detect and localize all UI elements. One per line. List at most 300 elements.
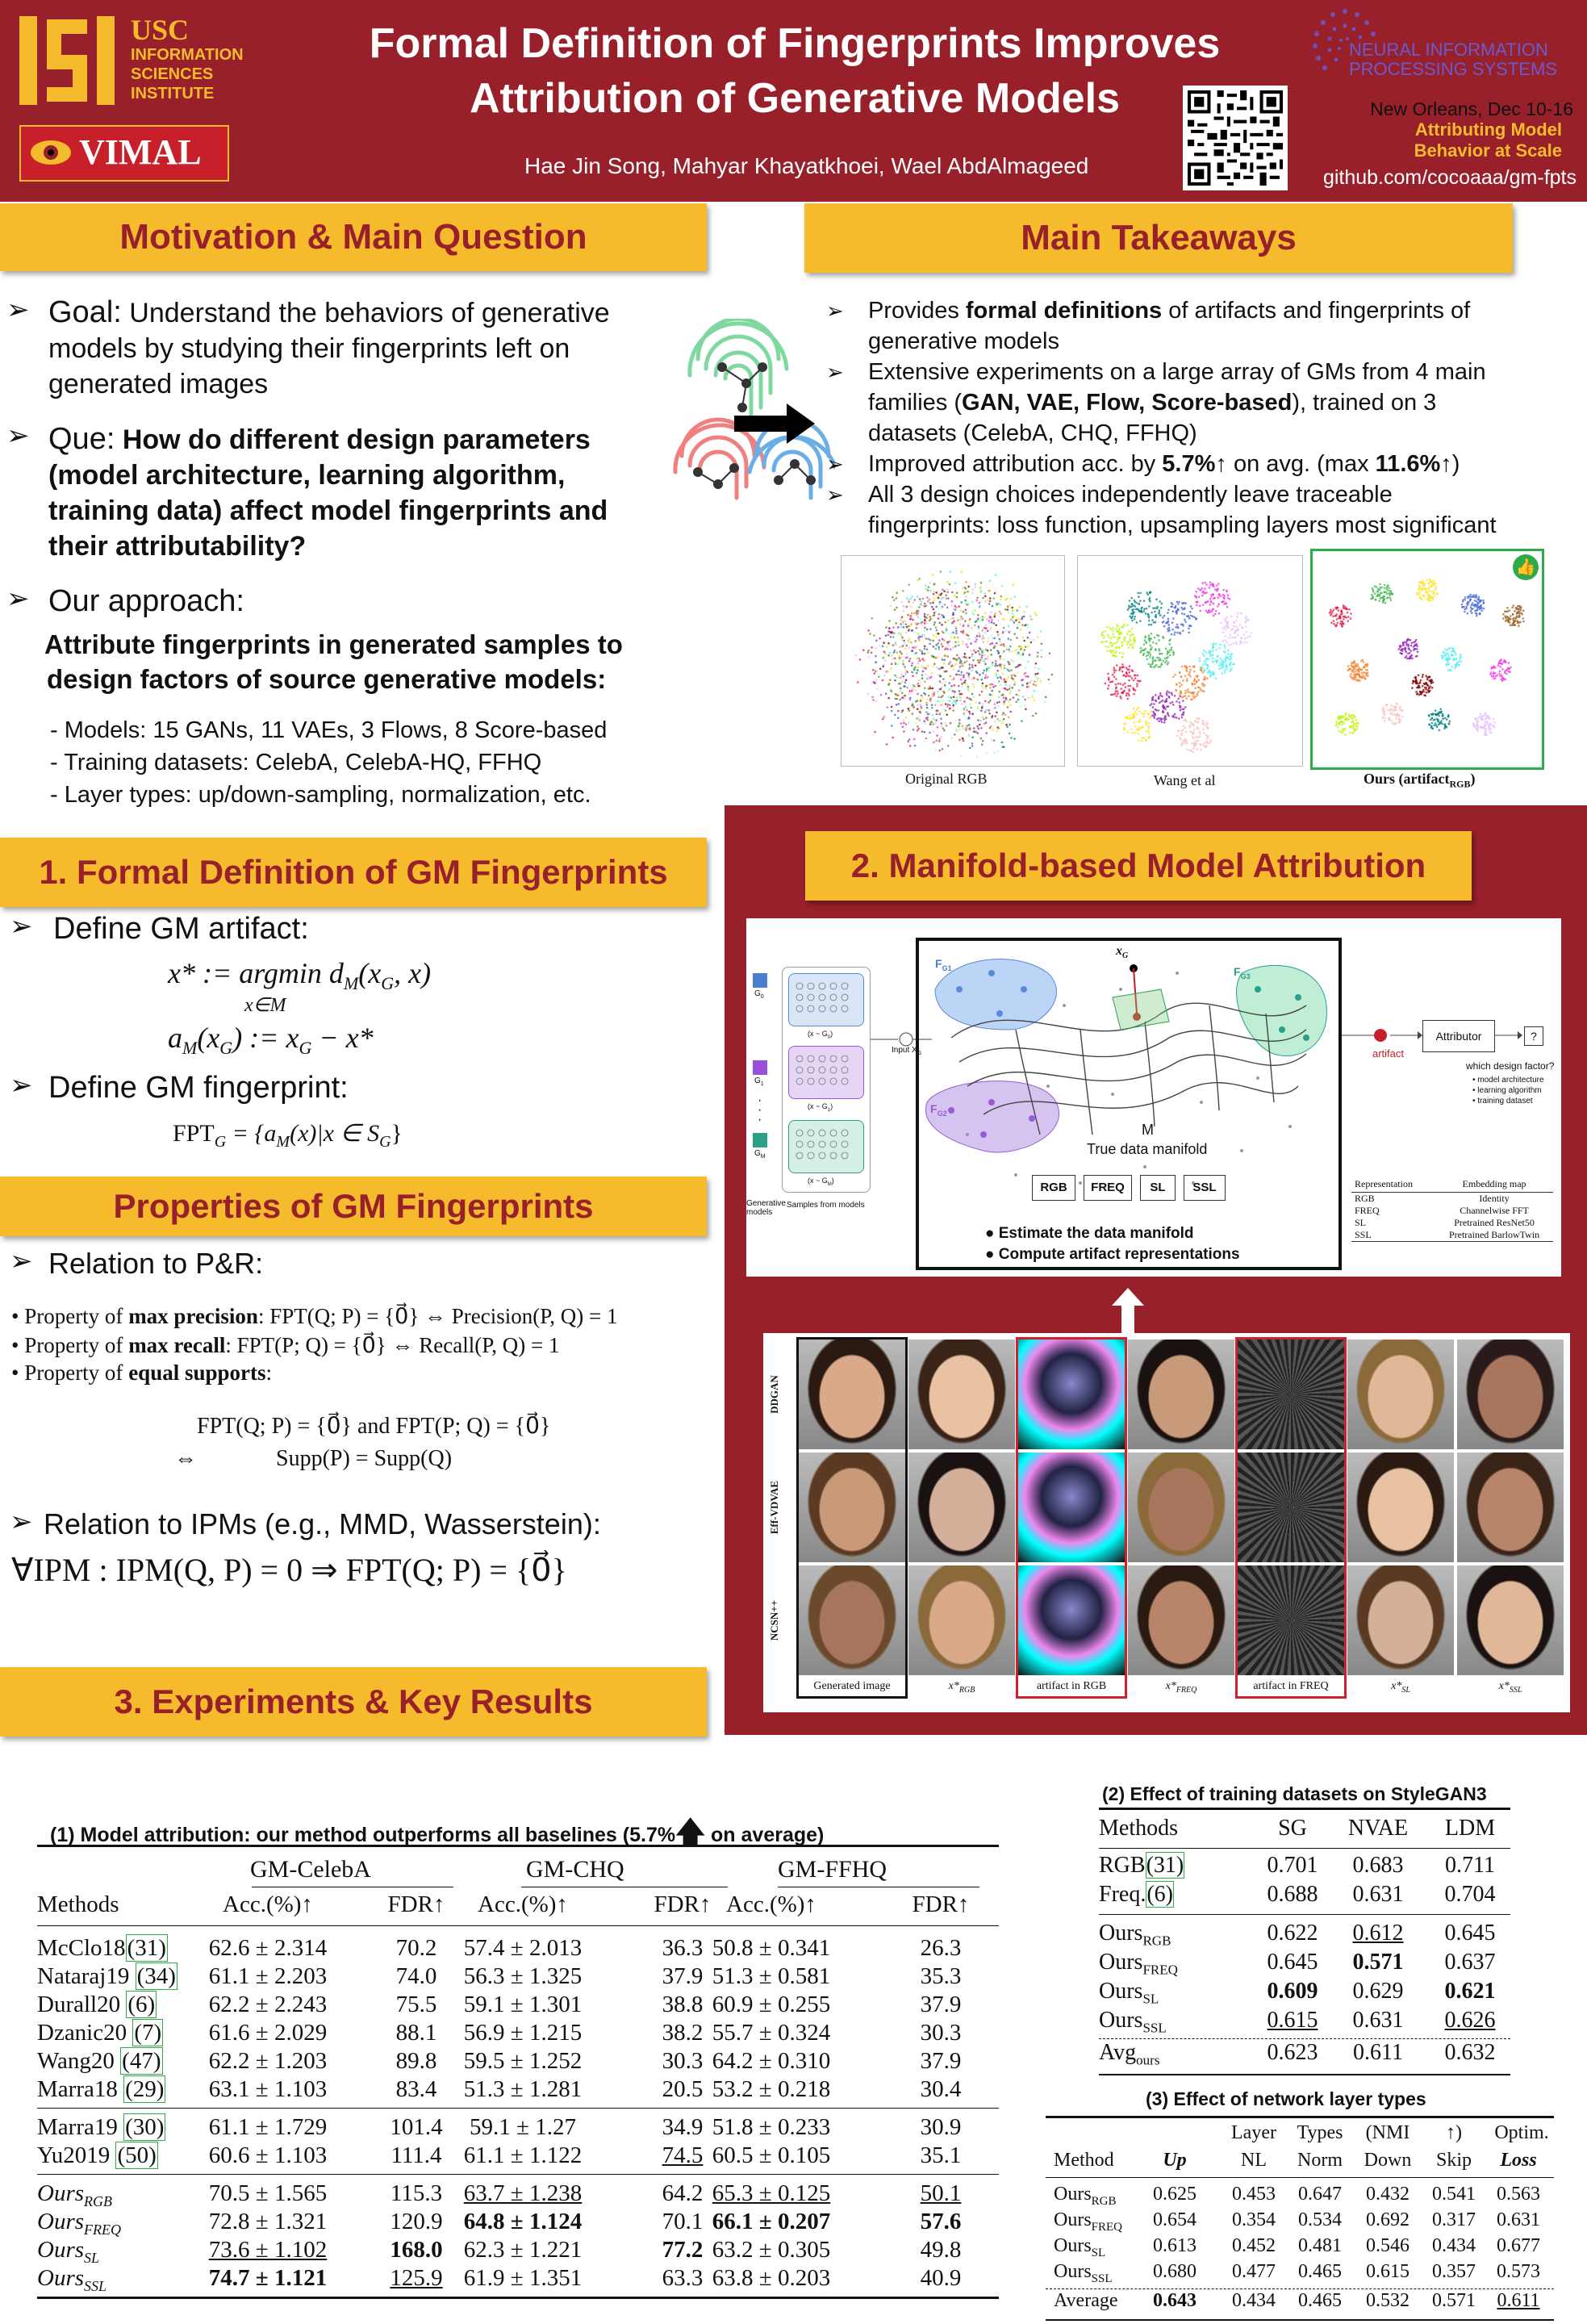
tsne-point (1510, 615, 1512, 617)
rep-button-sl[interactable]: SL (1140, 1175, 1176, 1201)
tsne-point (1138, 603, 1140, 605)
tsne-point (1004, 599, 1007, 601)
tsne-point (929, 590, 932, 592)
table1-method (37, 2048, 163, 2075)
tsne-point (1234, 622, 1236, 625)
tsne-point (1003, 718, 1005, 721)
tsne-point (1401, 648, 1404, 650)
tsne-point (987, 641, 989, 643)
qr-code[interactable] (1183, 86, 1288, 190)
tsne-point (984, 632, 987, 634)
github-link[interactable]: github.com/cocoaaa/gm-fpts (1322, 166, 1577, 189)
takeaway-bullet-icon: ➢ (826, 483, 844, 507)
tsne-point (960, 631, 963, 633)
tsne-point (965, 596, 967, 598)
tsne-point (1512, 613, 1514, 616)
tsne-point (1115, 683, 1117, 686)
tsne-point (900, 657, 903, 659)
tsne-point (1001, 585, 1004, 587)
tsne-point (975, 586, 977, 588)
tsne-point (1034, 699, 1036, 701)
tsne-point (964, 620, 967, 622)
tsne-point (1203, 592, 1205, 595)
tsne-point (1161, 663, 1163, 665)
tsne-point (1151, 624, 1153, 626)
tsne-point (996, 718, 999, 721)
table3-value: 0.432 (1366, 2184, 1410, 2205)
tsne-point (1230, 637, 1233, 639)
tsne-point (994, 615, 996, 617)
tsne-point (897, 710, 900, 713)
tsne-point (956, 592, 958, 595)
tsne-point (876, 688, 879, 691)
tsne-point (1196, 604, 1198, 607)
table1-value: 66.1 ± 0.207 (712, 2209, 831, 2234)
tsne-point (1519, 605, 1522, 608)
tsne-point (954, 691, 956, 693)
tsne-point (1209, 604, 1212, 606)
tsne-point (994, 612, 996, 615)
tsne-point (875, 700, 878, 703)
tsne-point (1147, 651, 1150, 654)
tsne-point (966, 672, 968, 675)
tsne-point (1215, 610, 1217, 612)
tsne-point (1485, 721, 1487, 723)
tsne-point (1011, 618, 1013, 621)
tsne-point (1453, 659, 1455, 662)
tsne-point (1184, 619, 1186, 621)
table1-value: 30.4 (920, 2076, 962, 2102)
tsne-point (908, 614, 910, 617)
rep-button-ssl[interactable]: SSL (1184, 1175, 1226, 1201)
tsne-point (938, 617, 940, 620)
tsne-point (1218, 594, 1221, 596)
grid-caption-text: Generated image (813, 1680, 891, 1692)
face-image (1457, 1565, 1564, 1675)
tsne-point (1009, 650, 1011, 653)
sample-label-m-text: (x ~ G (808, 1177, 828, 1185)
tsne-point (1478, 716, 1481, 718)
tsne-point (872, 696, 875, 698)
tsne-point (954, 595, 956, 597)
tsne-point (1150, 648, 1152, 650)
tsne-point (1351, 676, 1353, 679)
table1-value: 63.7 ± 1.238 (463, 2180, 583, 2206)
tsne-caption-wang: Wang et al (1154, 772, 1216, 788)
tsne-point (1008, 612, 1010, 614)
tsne-point (1407, 647, 1410, 650)
table3-value: 0.481 (1298, 2235, 1342, 2256)
tsne-point (1224, 671, 1226, 674)
tsne-point (1356, 728, 1359, 730)
tsne-point (883, 675, 886, 677)
tsne-point (975, 583, 977, 586)
tsne-point (1460, 654, 1462, 656)
tsne-point (1203, 732, 1205, 734)
tsne-point (907, 740, 909, 742)
tsne-point (875, 655, 877, 658)
tsne-point (1414, 676, 1416, 679)
tsne-point (1464, 596, 1467, 599)
tsne-point (1143, 610, 1146, 612)
tsne-point (1163, 660, 1165, 663)
tsne-point (1144, 648, 1146, 650)
tsne-point (1024, 625, 1026, 627)
tsne-point (958, 696, 961, 699)
tsne-point (1502, 617, 1505, 620)
tsne-point (1435, 713, 1437, 716)
table1-value: 26.3 (920, 1935, 962, 1961)
tsne-point (1347, 620, 1350, 622)
tsne-point (962, 728, 964, 730)
tsne-point (1134, 637, 1136, 639)
table1-value: 73.6 ± 1.102 (208, 2237, 328, 2263)
tsne-point (1023, 673, 1025, 675)
grid-caption-text: x* (1165, 1680, 1176, 1692)
tsne-point (929, 677, 932, 679)
table3-value: 0.571 (1432, 2290, 1476, 2311)
tsne-point (1335, 721, 1338, 723)
takeaway-3-post: ) (1451, 451, 1460, 477)
tsne-point (1422, 589, 1424, 591)
tsne-point (1223, 644, 1226, 646)
relation-pr: Relation to P&R: (48, 1247, 264, 1280)
tsne-point (1017, 699, 1020, 701)
tsne-point (1034, 667, 1037, 669)
tsne-point (1427, 689, 1430, 692)
takeaways-banner: Main Takeaways (804, 203, 1513, 273)
tsne-point (1180, 738, 1182, 741)
tsne-point (875, 679, 878, 681)
tsne-point (1201, 587, 1204, 590)
table2-cell-part: ours (1136, 2052, 1160, 2068)
tsne-point (1162, 700, 1164, 702)
tsne-point (1146, 724, 1148, 726)
tsne-point (1121, 626, 1123, 629)
tsne-point (1498, 673, 1501, 675)
tsne-point (995, 624, 997, 626)
tsne-point (905, 623, 908, 625)
tsne-point (1159, 692, 1162, 695)
tsne-point (946, 581, 949, 583)
rep-button-freq[interactable]: FREQ (1084, 1175, 1132, 1201)
tsne-point (1363, 661, 1365, 663)
tsne-point (904, 620, 907, 622)
authors: Hae Jin Song, Mahyar Khayatkhoei, Wael AbdAlmageed (524, 153, 1089, 178)
tsne-point (1504, 615, 1506, 617)
tsne-point (1114, 652, 1117, 654)
tsne-point (924, 627, 926, 629)
tsne-point (1169, 643, 1171, 646)
tsne-point (887, 706, 889, 708)
tsne-point (1014, 681, 1017, 683)
tsne-point (942, 691, 944, 693)
tsne-point (1444, 717, 1447, 720)
tsne-point (938, 667, 940, 670)
tsne-point (1138, 739, 1140, 742)
que-label: Que: (48, 422, 115, 456)
tsne-point (963, 611, 965, 613)
tsne-point (996, 701, 999, 704)
tsne-point (1226, 603, 1228, 605)
eq2-tail-sub: G (219, 1038, 233, 1059)
tsne-point (1330, 613, 1333, 616)
tsne-point (1447, 669, 1450, 671)
tsne-point (1489, 731, 1492, 734)
tsne-point (1363, 667, 1365, 669)
tsne-point (1213, 586, 1215, 588)
xg-label (1116, 944, 1128, 960)
tsne-point (1188, 666, 1191, 668)
tsne-point (1121, 663, 1124, 666)
dots-vertical: · · · (758, 1093, 762, 1126)
tsne-point (1171, 604, 1174, 606)
tsne-point (1176, 612, 1178, 615)
table1-value: 89.8 (395, 2048, 437, 2074)
tsne-point (965, 727, 967, 729)
tsne-point (938, 740, 941, 742)
tsne-point (1188, 692, 1191, 694)
tsne-point (1197, 727, 1199, 729)
tsne-point (973, 677, 975, 679)
tsne-point (992, 715, 994, 717)
tsne-point (1338, 617, 1340, 620)
tsne-point (925, 584, 927, 587)
table3-header-1: Layer (1231, 2122, 1276, 2143)
tsne-point (999, 611, 1001, 613)
tsne-point (1508, 671, 1510, 673)
tsne-point (1139, 620, 1142, 622)
takeaway-3-mid: on avg. (max (1226, 451, 1376, 477)
tsne-point (902, 709, 904, 712)
tsne-point (899, 683, 901, 685)
tsne-point (1010, 598, 1013, 600)
tsne-point (931, 695, 933, 697)
tsne-point (1177, 609, 1180, 612)
table1-caption-pre: (1) Model attribution: our method outperforms all baselines (5.7% (50, 1824, 676, 1846)
tsne-point (1439, 708, 1442, 711)
tsne-point (1128, 679, 1130, 682)
tsne-point (977, 732, 979, 734)
tsne-point (929, 639, 932, 642)
tsne-point (1476, 596, 1478, 598)
tsne-point (871, 617, 874, 620)
tsne-point (941, 682, 943, 684)
tsne-point (1425, 682, 1427, 684)
tsne-point (1205, 658, 1208, 660)
input-label-text: Input X (892, 1046, 917, 1055)
tsne-point (900, 619, 902, 621)
tsne-point (933, 624, 936, 626)
tsne-point (1024, 649, 1026, 651)
tsne-point (980, 582, 983, 584)
f-g3-sub: G3 (1240, 972, 1251, 980)
table3-method (1054, 2235, 1105, 2260)
tsne-point (1151, 666, 1153, 668)
tsne-point (1113, 669, 1116, 671)
tsne-point (1485, 728, 1488, 730)
tsne-point (884, 659, 887, 662)
tsne-point (1162, 711, 1164, 713)
tsne-point (979, 702, 981, 704)
tsne-point (1232, 663, 1234, 666)
rep-button-rgb[interactable]: RGB (1032, 1175, 1075, 1201)
tsne-point (1419, 691, 1422, 693)
tsne-point (1023, 640, 1025, 642)
table-cell-part: McClo18 (37, 1935, 126, 1961)
tsne-point (1222, 628, 1225, 630)
tsne-point (974, 609, 976, 612)
tsne-point (917, 667, 920, 669)
tsne-point (935, 719, 938, 721)
table1-value: 125.9 (390, 2265, 443, 2291)
tsne-point (934, 704, 937, 707)
tsne-point (1011, 677, 1013, 679)
table3-body (1046, 2116, 1562, 2324)
tsne-point (1133, 639, 1135, 642)
table-cell-part: Durall20 (37, 1992, 127, 2017)
tsne-point (1020, 646, 1022, 648)
tsne-point (948, 641, 950, 643)
tsne-point (1332, 615, 1334, 617)
tsne-point (977, 659, 979, 662)
tsne-point (1226, 668, 1228, 671)
tsne-point (1473, 725, 1476, 728)
tsne-point (1411, 642, 1414, 645)
tsne-point (1186, 740, 1188, 742)
tsne-point (1193, 745, 1196, 747)
tsne-point (882, 666, 884, 668)
tsne-point (958, 729, 961, 731)
tsne-point (1465, 608, 1468, 610)
table1-value: 60.6 ± 1.103 (208, 2142, 328, 2168)
tsne-point (929, 582, 932, 584)
tsne-point (1430, 725, 1433, 728)
tsne-point (1449, 721, 1451, 723)
que-text-4: their attributability? (48, 531, 307, 562)
tsne-point (1493, 677, 1495, 679)
tsne-point (1229, 598, 1231, 600)
tsne-point (1458, 660, 1460, 663)
tsne-point (1002, 652, 1004, 654)
tsne-point (960, 754, 963, 757)
tsne-point (921, 674, 924, 676)
tsne-point (1143, 643, 1146, 646)
tsne-point (1124, 723, 1126, 725)
eq2-main: a (168, 1022, 182, 1054)
tsne-point (1431, 722, 1434, 725)
tsne-point (1467, 597, 1469, 600)
tsne-point (1397, 648, 1400, 650)
tsne-point (981, 691, 984, 693)
tsne-caption-ours (1364, 771, 1475, 791)
tsne-point (1185, 731, 1188, 734)
tsne-point (1167, 705, 1170, 708)
tsne-point (1222, 632, 1225, 634)
table1-col-header: Acc.(%)↑ (726, 1891, 816, 1917)
tsne-point (983, 650, 985, 653)
tsne-point (1106, 626, 1109, 629)
tsne-point (942, 604, 945, 606)
tsne-point (1049, 652, 1051, 654)
tsne-point (1431, 714, 1434, 717)
tsne-point (1376, 591, 1379, 593)
tsne-point (1423, 694, 1426, 696)
tsne-point (998, 680, 1000, 683)
tsne-point (1474, 717, 1476, 720)
tsne-point (1131, 732, 1134, 734)
tsne-point (981, 629, 984, 632)
tsne-point (939, 738, 942, 741)
p3-pre: • Property of (11, 1361, 129, 1385)
tsne-point (1109, 650, 1112, 652)
tsne-point (1159, 614, 1162, 617)
tsne-point (958, 725, 960, 728)
tsne-point (1116, 624, 1118, 626)
tsne-point (1176, 632, 1179, 634)
tsne-point (1429, 675, 1431, 678)
tsne-point (1169, 654, 1171, 657)
tsne-point (1220, 664, 1222, 667)
tsne-point (1027, 661, 1029, 663)
tsne-point (901, 680, 904, 683)
tsne-point (929, 688, 932, 690)
tsne-point (1025, 605, 1028, 608)
tsne-point (1013, 674, 1016, 676)
tsne-point (999, 640, 1001, 642)
tsne-point (1192, 692, 1194, 695)
tsne-point (1150, 711, 1152, 713)
table1-value: 55.7 ± 0.324 (712, 2020, 831, 2046)
tsne-point (901, 637, 904, 639)
tsne-point (1171, 629, 1174, 631)
tsne-point (1169, 649, 1171, 651)
tsne-point (932, 640, 934, 642)
table1-value: 50.8 ± 0.341 (712, 1935, 831, 1961)
tsne-point (937, 657, 939, 659)
tsne-point (967, 689, 970, 692)
tsne-point (1033, 639, 1035, 642)
tsne-point (987, 655, 989, 658)
tsne-point (1209, 742, 1212, 744)
tsne-point (857, 681, 859, 683)
tsne-point (888, 634, 891, 637)
table2-cell-part: Ours (1099, 1979, 1143, 2004)
column-highlight-frame (1016, 1337, 1127, 1699)
poster-header (0, 0, 1587, 202)
tsne-point (1224, 651, 1226, 654)
tsne-point (1108, 677, 1110, 679)
tsne-point (1177, 730, 1180, 733)
sample-label-1-text: (x ~ G (808, 1102, 828, 1110)
tsne-point (1171, 692, 1173, 695)
poster-title-line2: Attribution of Generative Models (469, 75, 1121, 122)
que-bullet-icon: ➢ (6, 420, 30, 451)
tsne-point (1009, 699, 1012, 701)
table2-value: 0.621 (1444, 1979, 1496, 2004)
relation-ipm: Relation to IPMs (e.g., MMD, Wasserstein): (44, 1507, 601, 1540)
tsne-point (1129, 665, 1131, 667)
tsne-point (1480, 600, 1482, 602)
tsne-point (996, 670, 999, 672)
tsne-point (914, 745, 917, 747)
tsne-point (928, 695, 930, 697)
tsne-point (1025, 646, 1027, 648)
tsne-point (1195, 675, 1197, 678)
table-rule (1099, 1914, 1510, 1915)
tsne-point (984, 723, 986, 725)
tsne-point (1409, 652, 1411, 654)
